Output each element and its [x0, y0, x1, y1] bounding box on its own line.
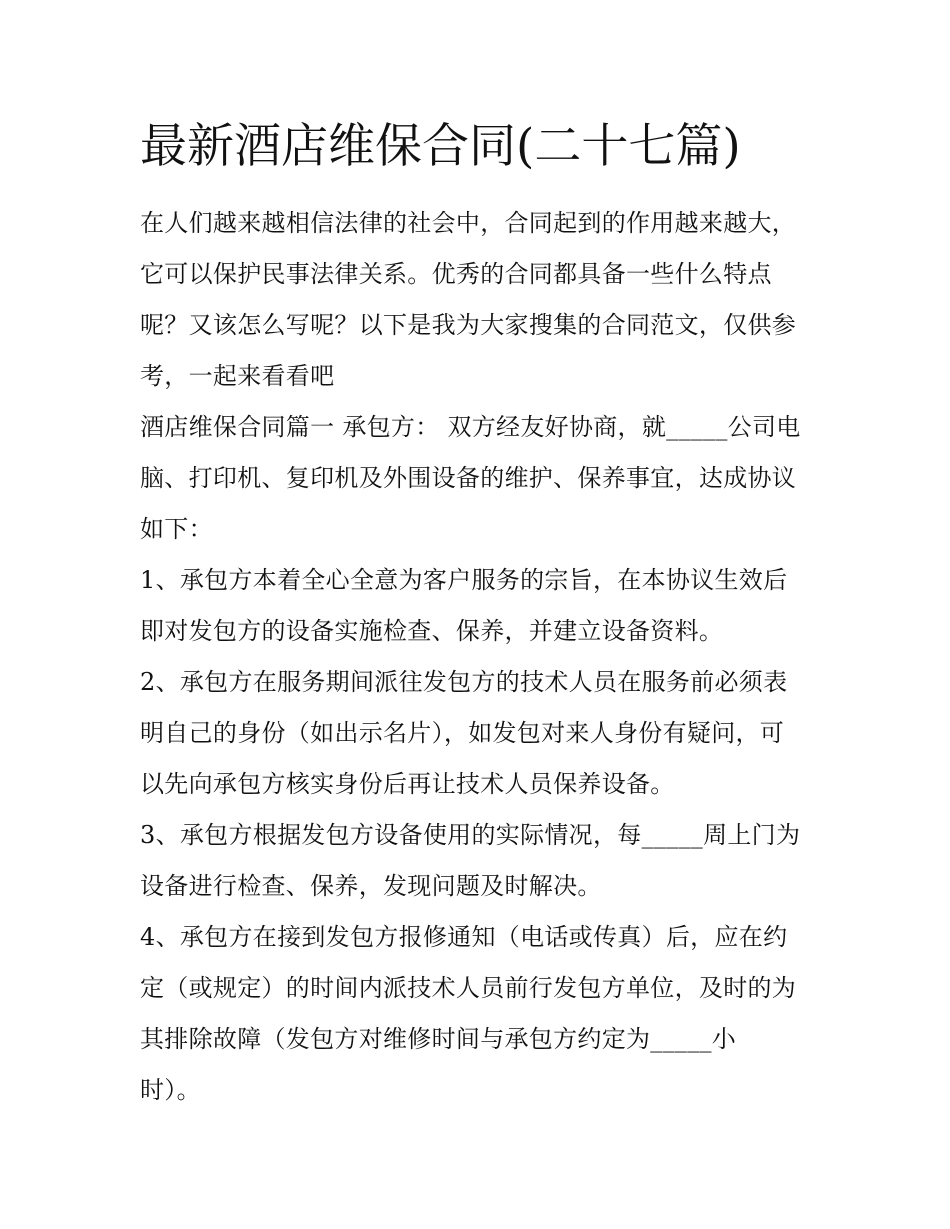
text-line: 2、承包方在服务期间派往发包方的技术人员在服务前必须表: [140, 668, 788, 696]
text-line: 脑、打印机、复印机及外围设备的维护、保养事宜，达成协议: [140, 464, 797, 492]
text-line: 4、承包方在接到发包方报修通知（电话或传真）后，应在约: [140, 923, 788, 951]
text-line: 以先向承包方核实身份后再让技术人员保养设备。: [140, 770, 675, 798]
text-line: 时）。: [140, 1076, 201, 1104]
text-line: 其排除故障（发包方对维修时间与承包方约定为_____小: [140, 1025, 737, 1053]
text-line: 它可以保护民事法律关系。优秀的合同都具备一些什么特点: [140, 260, 772, 288]
text-line: 如下：: [140, 515, 213, 543]
document-title: 最新酒店维保合同(二十七篇): [140, 119, 741, 174]
text-line: 设备进行检查、保养，发现问题及时解决。: [140, 872, 602, 900]
text-line: 定（或规定）的时间内派技术人员前行发包方单位，及时的为: [140, 974, 797, 1002]
text-line: 在人们越来越相信法律的社会中，合同起到的作用越来越大，: [140, 209, 797, 237]
text-line: 酒店维保合同篇一 承包方： 双方经友好协商，就_____公司电: [140, 413, 801, 441]
text-line: 即对发包方的设备实施检查、保养，并建立设备资料。: [140, 617, 724, 645]
text-line: 考，一起来看看吧: [140, 362, 335, 390]
text-line: 呢？又该怎么写呢？以下是我为大家搜集的合同范文，仅供参: [140, 311, 797, 339]
text-line: 3、承包方根据发包方设备使用的实际情况，每_____周上门为: [140, 821, 801, 849]
text-line: 1、承包方本着全心全意为客户服务的宗旨，在本协议生效后: [140, 566, 788, 594]
text-line: 明自己的身份（如出示名片），如发包对来人身份有疑问，可: [140, 719, 785, 747]
